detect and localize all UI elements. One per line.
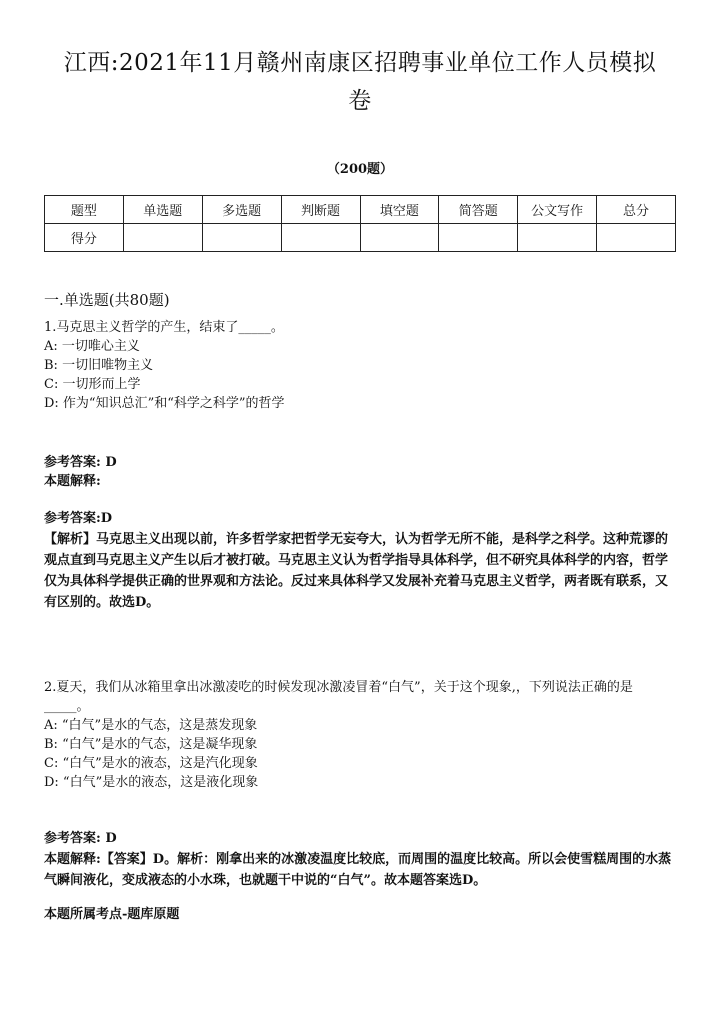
analysis-label: 本题解释: (44, 474, 101, 489)
score-cell (439, 224, 518, 252)
title-line-1: 江西:2021年11月赣州南康区招聘事业单位工作人员模拟 (63, 50, 657, 76)
score-cell (360, 224, 439, 252)
score-table (44, 195, 676, 252)
question-stem: 2.夏天，我们从冰箱里拿出冰激凌吃的时候发现冰激凌冒着“白气”，关于这个现象,，下列说法正确的是_____。 (44, 680, 633, 714)
score-table-header-row (45, 196, 676, 224)
score-header-cell: 多选题 (202, 196, 281, 224)
analysis-text: 本题解释:【答案】D。解析：刚拿出来的冰激凌温度比较底，而周围的温度比较高。所以会使雪糕周围的水蒸气瞬间液化，变成液态的小水珠，也就题干中说的“白气”。故本题答案选D。 (44, 852, 672, 888)
document-title (40, 44, 680, 120)
score-header-cell: 单选题 (123, 196, 202, 224)
score-cell (202, 224, 281, 252)
option-d: D: “白气”是水的液态，这是液化现象 (44, 775, 259, 790)
score-cell (123, 224, 202, 252)
score-row-label: 得分 (45, 224, 124, 252)
option-a: A: “白气”是水的气态，这是蒸发现象 (44, 718, 258, 733)
score-header-cell: 简答题 (439, 196, 518, 224)
title-line-2: 卷 (348, 88, 372, 114)
score-header-cell: 题型 (45, 196, 124, 224)
score-header-cell: 公文写作 (518, 196, 597, 224)
answer-label: 参考答案: D (44, 831, 117, 846)
option-c: C: 一切形而上学 (44, 377, 141, 392)
question-source: 本题所属考点-题库原题 (44, 907, 180, 922)
option-b: B: “白气”是水的气态，这是凝华现象 (44, 737, 258, 752)
option-d: D: 作为“知识总汇”和“科学之科学”的哲学 (44, 396, 285, 411)
question-count: （200题） (326, 162, 394, 177)
question-stem: 1.马克思主义哲学的产生，结束了_____。 (44, 320, 284, 335)
answer-label-2: 参考答案:D (44, 511, 113, 526)
answer-block-1 (44, 453, 678, 491)
explanation-1 (44, 508, 678, 613)
score-cell (518, 224, 597, 252)
analysis-text: 【解析】马克思主义出现以前，许多哲学家把哲学无妄夸大，认为哲学无所不能，是科学之科学。这种荒谬的观点直到马克思主义产生以后才被打破。马克思主义认为哲学指导具体科学，但不研究具体科学的内容，哲学仅为具体科学提供正确的世界观和方法论。反过来具体科学又发展补充着马克思主义哲学，两者既有联系，又有区别的。故选D。 (44, 532, 669, 610)
score-cell (281, 224, 360, 252)
score-header-cell: 填空题 (360, 196, 439, 224)
option-b: B: 一切旧唯物主义 (44, 358, 154, 373)
question-1 (44, 318, 678, 413)
explanation-2 (44, 828, 678, 891)
option-c: C: “白气”是水的液态，这是汽化现象 (44, 756, 258, 771)
answer-label: 参考答案: D (44, 455, 117, 470)
section-title: 一.单选题(共80题) (44, 291, 170, 309)
score-header-cell: 判断题 (281, 196, 360, 224)
option-a: A: 一切唯心主义 (44, 339, 140, 354)
question-2 (44, 678, 678, 792)
score-header-cell: 总分 (597, 196, 676, 224)
score-table-score-row (45, 224, 676, 252)
score-cell (597, 224, 676, 252)
